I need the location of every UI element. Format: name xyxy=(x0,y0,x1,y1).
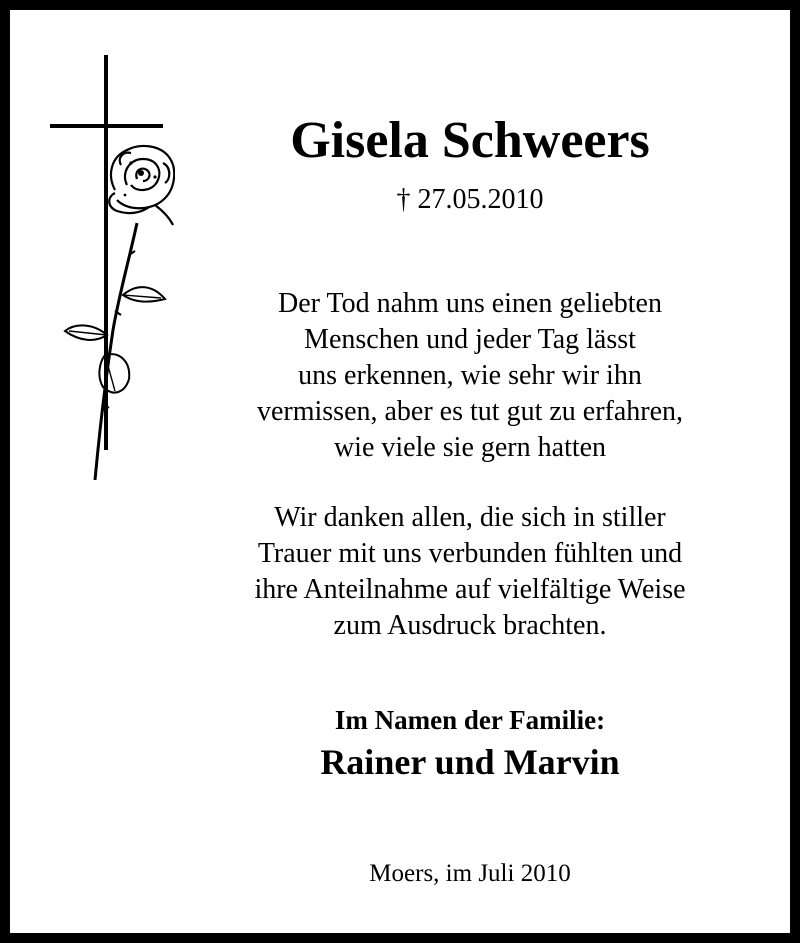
paragraph-line: Der Tod nahm uns einen geliebten xyxy=(278,288,662,319)
paragraph-line: zum Ausdruck brachten. xyxy=(333,610,607,641)
paragraph-line: Trauer mit uns verbunden fühlten und xyxy=(257,538,683,569)
paragraph-line: Wir danken allen, die sich in stiller xyxy=(274,502,666,533)
paragraph-line: vermissen, aber es tut gut zu erfahren, xyxy=(256,396,684,427)
paragraph-line: wie viele sie gern hatten xyxy=(333,432,607,463)
signature-label: Im Namen der Familie: xyxy=(334,705,606,735)
paragraph-line: Menschen und jeder Tag lässt xyxy=(304,324,636,355)
condolence-paragraph xyxy=(210,286,730,466)
thanks-paragraph xyxy=(210,500,730,644)
deceased-name: Gisela Schweers xyxy=(290,112,650,169)
place-and-date: Moers, im Juli 2010 xyxy=(369,860,571,887)
signature-names: Rainer und Marvin xyxy=(320,742,620,782)
paragraph-line: uns erkennen, wie sehr wir ihn xyxy=(298,360,642,391)
death-date: † 27.05.2010 xyxy=(396,184,544,215)
paragraph-line: ihre Anteilnahme auf vielfältige Weise xyxy=(254,574,686,605)
cross-with-rose-icon xyxy=(45,55,175,485)
